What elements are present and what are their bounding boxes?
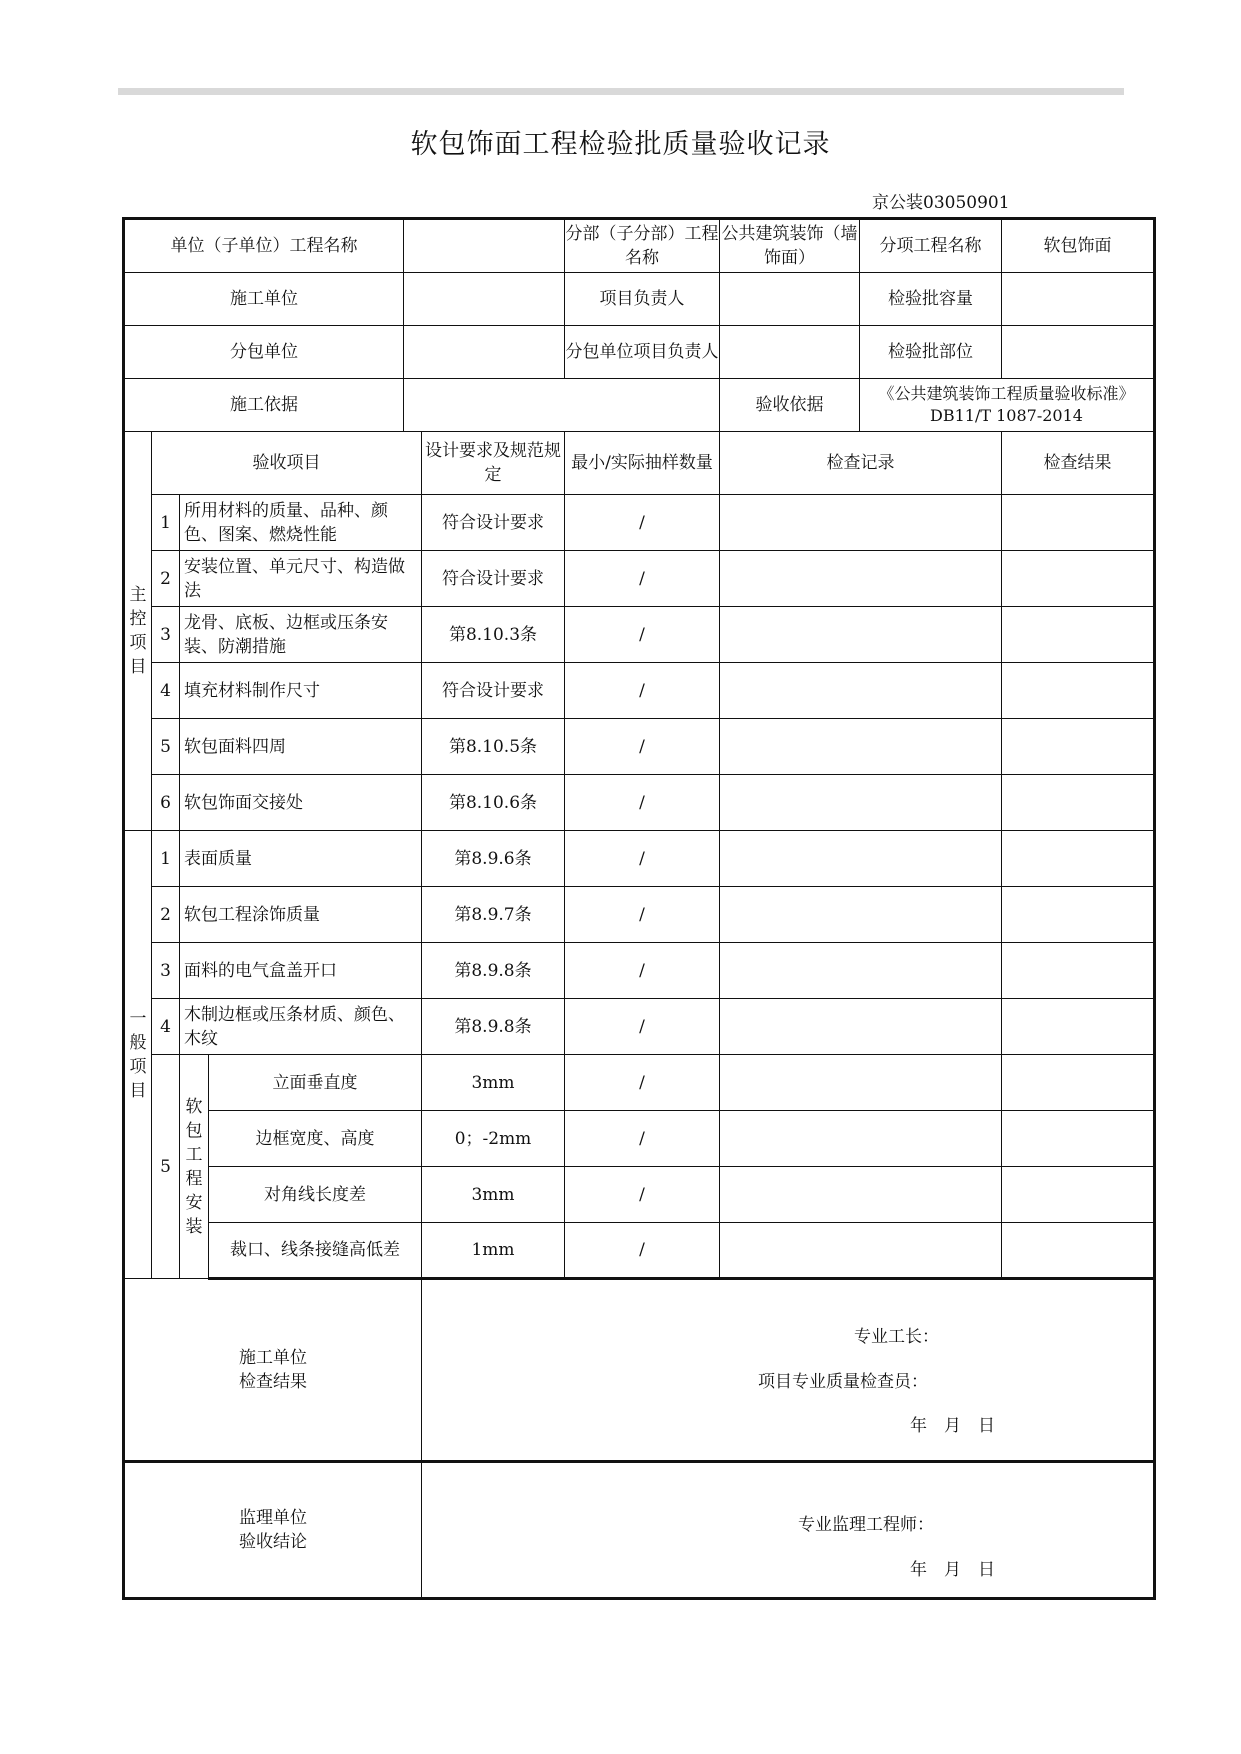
install-record[interactable] xyxy=(720,1223,1002,1279)
subcontract-unit-value[interactable] xyxy=(404,326,565,379)
mc-no: 2 xyxy=(152,551,180,607)
gen-record[interactable] xyxy=(720,831,1002,887)
mc-result[interactable] xyxy=(1002,663,1155,719)
mc-sample: / xyxy=(565,607,720,663)
install-no: 5 xyxy=(152,1055,180,1279)
unit-value[interactable] xyxy=(404,219,565,273)
form-code: 京公装03050901 xyxy=(872,193,1010,213)
mc-result[interactable] xyxy=(1002,775,1155,831)
col-result-header: 检查结果 xyxy=(1002,432,1155,495)
construction-basis-value[interactable] xyxy=(404,379,720,432)
construction-check-label: 施工单位检查结果 xyxy=(124,1279,422,1462)
subitem-label: 分项工程名称 xyxy=(860,219,1002,273)
mc-result[interactable] xyxy=(1002,719,1155,775)
gen-item: 木制边框或压条材质、颜色、木纹 xyxy=(180,999,422,1055)
subcontract-unit-label: 分包单位 xyxy=(124,326,404,379)
gen-result[interactable] xyxy=(1002,943,1155,999)
mc-req: 符合设计要求 xyxy=(422,495,565,551)
supervision-date: 年 月 日 xyxy=(910,1560,995,1580)
gen-record[interactable] xyxy=(720,999,1002,1055)
mc-result[interactable] xyxy=(1002,495,1155,551)
mc-no: 5 xyxy=(152,719,180,775)
gen-no: 3 xyxy=(152,943,180,999)
gen-req: 第8.9.6条 xyxy=(422,831,565,887)
col-record-header: 检查记录 xyxy=(720,432,1002,495)
mc-no: 3 xyxy=(152,607,180,663)
mc-sample: / xyxy=(565,775,720,831)
gen-record[interactable] xyxy=(720,887,1002,943)
mc-req: 第8.10.5条 xyxy=(422,719,565,775)
col-design-header: 设计要求及规范规定 xyxy=(422,432,565,495)
mc-req: 第8.10.3条 xyxy=(422,607,565,663)
unit-label: 单位（子单位）工程名称 xyxy=(124,219,404,273)
project-manager-value[interactable] xyxy=(720,273,860,326)
mc-result[interactable] xyxy=(1002,607,1155,663)
mc-req: 符合设计要求 xyxy=(422,551,565,607)
batch-capacity-value[interactable] xyxy=(1002,273,1155,326)
subcontract-manager-label: 分包单位项目负责人 xyxy=(565,326,720,379)
general-label: 一般项目 xyxy=(124,831,152,1279)
gen-sample: / xyxy=(565,887,720,943)
subcontract-manager-value[interactable] xyxy=(720,326,860,379)
mc-sample: / xyxy=(565,719,720,775)
mc-item: 安装位置、单元尺寸、构造做法 xyxy=(180,551,422,607)
page-title: 软包饰面工程检验批质量验收记录 xyxy=(410,129,831,160)
acceptance-basis-value xyxy=(860,379,1155,432)
install-record[interactable] xyxy=(720,1111,1002,1167)
mc-req: 符合设计要求 xyxy=(422,663,565,719)
mc-req: 第8.10.6条 xyxy=(422,775,565,831)
mc-item: 软包饰面交接处 xyxy=(180,775,422,831)
foreman-label: 专业工长： xyxy=(854,1327,939,1347)
acceptance-basis-line1: 《公共建筑装饰工程质量验收标准》 xyxy=(878,384,1135,403)
mc-record[interactable] xyxy=(720,719,1002,775)
gen-no: 1 xyxy=(152,831,180,887)
supervision-area[interactable] xyxy=(422,1462,1155,1599)
mc-no: 6 xyxy=(152,775,180,831)
division-label: 分部（子分部）工程名称 xyxy=(565,219,720,273)
batch-location-label: 检验批部位 xyxy=(860,326,1002,379)
install-sample: / xyxy=(565,1167,720,1223)
gen-sample: / xyxy=(565,999,720,1055)
gen-result[interactable] xyxy=(1002,831,1155,887)
mc-item: 所用材料的质量、品种、颜色、图案、燃烧性能 xyxy=(180,495,422,551)
install-result[interactable] xyxy=(1002,1111,1155,1167)
mc-sample: / xyxy=(565,551,720,607)
construction-date: 年 月 日 xyxy=(910,1416,995,1436)
main-control-label: 主控项目 xyxy=(124,432,152,831)
install-result[interactable] xyxy=(1002,1167,1155,1223)
install-req: 0；-2mm xyxy=(422,1111,565,1167)
install-record[interactable] xyxy=(720,1055,1002,1111)
install-item: 裁口、线条接缝高低差 xyxy=(209,1223,422,1279)
install-req: 3mm xyxy=(422,1167,565,1223)
gen-sample: / xyxy=(565,943,720,999)
install-item: 对角线长度差 xyxy=(209,1167,422,1223)
install-req: 3mm xyxy=(422,1055,565,1111)
install-item: 边框宽度、高度 xyxy=(209,1111,422,1167)
acceptance-basis-label: 验收依据 xyxy=(720,379,860,432)
install-result[interactable] xyxy=(1002,1055,1155,1111)
construction-check-area[interactable] xyxy=(422,1279,1155,1462)
inspection-form xyxy=(122,217,1156,1600)
batch-capacity-label: 检验批容量 xyxy=(860,273,1002,326)
col-sample-header: 最小/实际抽样数量 xyxy=(565,432,720,495)
batch-location-value[interactable] xyxy=(1002,326,1155,379)
mc-item: 龙骨、底板、边框或压条安装、防潮措施 xyxy=(180,607,422,663)
acceptance-basis-line2: DB11/T 1087-2014 xyxy=(930,406,1083,425)
gen-no: 4 xyxy=(152,999,180,1055)
install-result[interactable] xyxy=(1002,1223,1155,1279)
install-sample: / xyxy=(565,1111,720,1167)
construction-unit-value[interactable] xyxy=(404,273,565,326)
install-label: 软包工程安装 xyxy=(180,1055,209,1279)
mc-result[interactable] xyxy=(1002,551,1155,607)
mc-record[interactable] xyxy=(720,495,1002,551)
col-item-header: 验收项目 xyxy=(152,432,422,495)
mc-sample: / xyxy=(565,495,720,551)
project-manager-label: 项目负责人 xyxy=(565,273,720,326)
mc-record[interactable] xyxy=(720,775,1002,831)
mc-sample: / xyxy=(565,663,720,719)
engineer-label: 专业监理工程师： xyxy=(798,1515,934,1535)
mc-record[interactable] xyxy=(720,663,1002,719)
construction-unit-label: 施工单位 xyxy=(124,273,404,326)
gen-sample: / xyxy=(565,831,720,887)
mc-record[interactable] xyxy=(720,607,1002,663)
mc-no: 4 xyxy=(152,663,180,719)
mc-no: 1 xyxy=(152,495,180,551)
gen-result[interactable] xyxy=(1002,999,1155,1055)
top-divider xyxy=(118,88,1124,95)
gen-item: 面料的电气盒盖开口 xyxy=(180,943,422,999)
gen-no: 2 xyxy=(152,887,180,943)
division-value[interactable]: 公共建筑装饰（墙饰面） xyxy=(720,219,860,273)
gen-record[interactable] xyxy=(720,943,1002,999)
gen-req: 第8.9.8条 xyxy=(422,943,565,999)
gen-result[interactable] xyxy=(1002,887,1155,943)
inspector-label: 项目专业质量检查员： xyxy=(758,1372,928,1392)
mc-item: 填充材料制作尺寸 xyxy=(180,663,422,719)
gen-req: 第8.9.8条 xyxy=(422,999,565,1055)
gen-item: 表面质量 xyxy=(180,831,422,887)
gen-req: 第8.9.7条 xyxy=(422,887,565,943)
construction-basis-label: 施工依据 xyxy=(124,379,404,432)
gen-item: 软包工程涂饰质量 xyxy=(180,887,422,943)
mc-record[interactable] xyxy=(720,551,1002,607)
subitem-value[interactable]: 软包饰面 xyxy=(1002,219,1155,273)
install-record[interactable] xyxy=(720,1167,1002,1223)
supervision-label: 监理单位验收结论 xyxy=(124,1462,422,1599)
install-sample: / xyxy=(565,1223,720,1279)
install-sample: / xyxy=(565,1055,720,1111)
install-req: 1mm xyxy=(422,1223,565,1279)
mc-item: 软包面料四周 xyxy=(180,719,422,775)
install-item: 立面垂直度 xyxy=(209,1055,422,1111)
